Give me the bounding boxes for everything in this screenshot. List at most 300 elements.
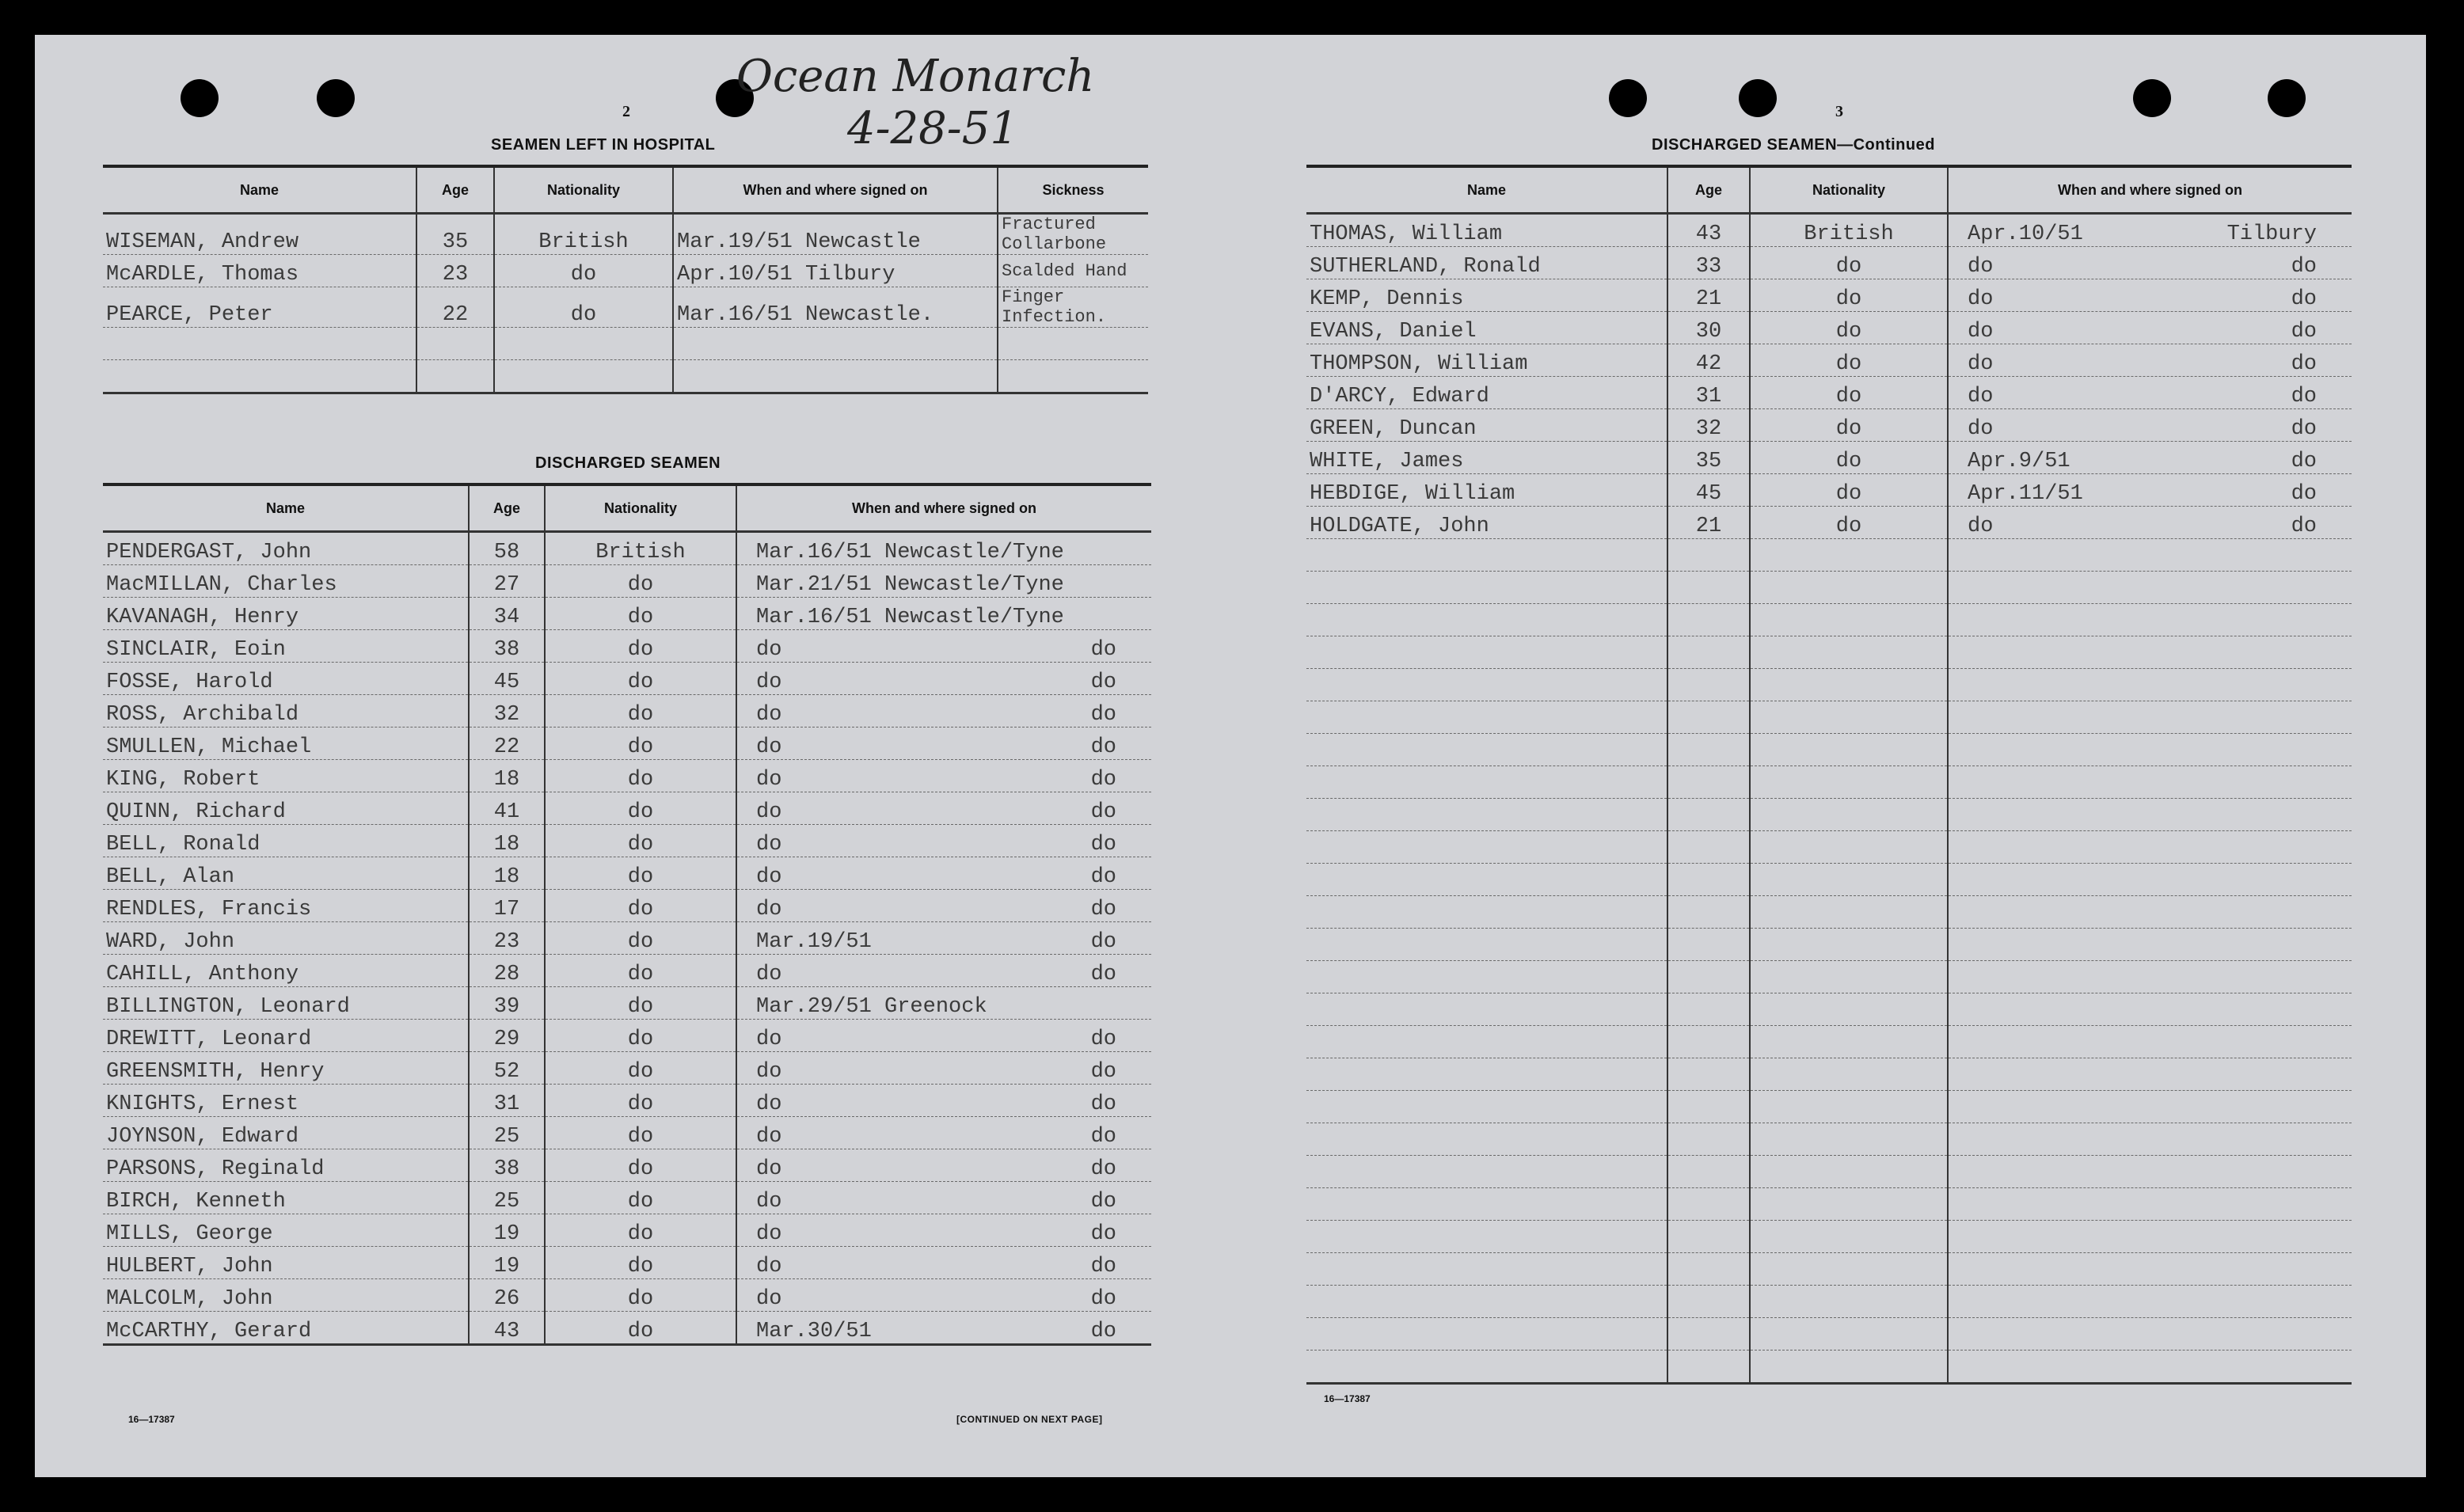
form-number: 16—17387 (128, 1414, 175, 1425)
signed-on-cell (1948, 864, 2352, 896)
name-cell: DREWITT, Leonard (103, 1020, 469, 1052)
signed-on-cell (1948, 1123, 2352, 1156)
nationality-cell (1750, 1123, 1948, 1156)
name-cell: MILLS, George (103, 1214, 469, 1247)
signed-on-place: do (1090, 1125, 1116, 1149)
age-cell: 33 (1667, 247, 1750, 279)
table-row (1306, 1058, 2352, 1091)
table-row (103, 1149, 1151, 1182)
age-cell (1667, 572, 1750, 604)
name-cell (1306, 539, 1667, 572)
nationality-cell: do (545, 630, 736, 663)
signed-on-place: do (2291, 417, 2317, 441)
discharged-continued-table (1306, 165, 2352, 1385)
signed-on-split (740, 930, 1148, 954)
age-cell (1667, 1351, 1750, 1384)
table-row (1306, 636, 2352, 669)
age-cell (1667, 766, 1750, 799)
name-cell: KAVANAGH, Henry (103, 598, 469, 630)
signed-on-cell (736, 1182, 1151, 1214)
signed-on-cell (736, 1247, 1151, 1279)
age-cell: 35 (1667, 442, 1750, 474)
age-cell: 18 (469, 857, 545, 890)
age-cell (1667, 1026, 1750, 1058)
nationality-cell: do (545, 857, 736, 890)
name-cell: THOMAS, William (1306, 214, 1667, 247)
signed-on-date: do (756, 800, 782, 824)
column-header: Name (103, 484, 469, 532)
name-cell (1306, 604, 1667, 636)
signed-on-cell (1948, 669, 2352, 701)
name-cell: MALCOLM, John (103, 1279, 469, 1312)
nationality-cell: do (1750, 474, 1948, 507)
discharged-header-row (103, 484, 1151, 532)
form-number: 16—17387 (1324, 1393, 1371, 1404)
table-row (103, 1214, 1151, 1247)
signed-on-place: do (1090, 1287, 1116, 1311)
nationality-cell: do (545, 1085, 736, 1117)
signed-on-date: Apr.10/51 (1968, 222, 2083, 246)
signed-on-cell (1948, 766, 2352, 799)
continued-note: [CONTINUED ON NEXT PAGE] (956, 1414, 1103, 1425)
table-row (1306, 247, 2352, 279)
signed-on-split (740, 1125, 1148, 1149)
signed-on-cell (1948, 1286, 2352, 1318)
age-cell (1667, 1156, 1750, 1188)
signed-on-cell (736, 630, 1151, 663)
table-row (1306, 572, 2352, 604)
signed-on-place: do (2291, 450, 2317, 473)
signed-on-date: do (756, 865, 782, 889)
signed-on-cell (736, 532, 1151, 565)
signed-on-date: do (1968, 320, 1994, 344)
signed-on-place: do (1090, 800, 1116, 824)
age-cell: 45 (469, 663, 545, 695)
signed-on-split (740, 865, 1148, 889)
table-row (103, 695, 1151, 728)
age-cell (416, 360, 494, 393)
discharged-rows (103, 532, 1151, 1345)
signed-on-place: do (1090, 1092, 1116, 1116)
nationality-cell: do (545, 1247, 736, 1279)
signed-on-place: do (2291, 385, 2317, 408)
signed-on-split (740, 638, 1148, 662)
nationality-cell (1750, 539, 1948, 572)
signed-on-cell (1948, 1156, 2352, 1188)
age-cell (416, 328, 494, 360)
signed-on-cell (1948, 312, 2352, 344)
name-cell (1306, 701, 1667, 734)
signed-on-place: do (1090, 833, 1116, 857)
age-cell: 28 (469, 955, 545, 987)
table-row (1306, 1156, 2352, 1188)
signed-on-cell: Apr.10/51 Tilbury (673, 255, 998, 287)
nationality-cell: do (1750, 279, 1948, 312)
table-row (1306, 442, 2352, 474)
name-cell: HEBDIGE, William (1306, 474, 1667, 507)
title-suffix: —Continued (1837, 136, 1935, 154)
signed-on-date: do (756, 1287, 782, 1311)
hospital-table (103, 165, 1148, 394)
table-row (103, 1085, 1151, 1117)
table-row (1306, 1123, 2352, 1156)
table-row (1306, 864, 2352, 896)
signed-on-date: do (756, 1125, 782, 1149)
name-cell: JOYNSON, Edward (103, 1117, 469, 1149)
age-cell (1667, 929, 1750, 961)
age-cell: 19 (469, 1247, 545, 1279)
signed-on-cell (1948, 701, 2352, 734)
signed-on-cell (1948, 572, 2352, 604)
age-cell (1667, 831, 1750, 864)
signed-on-date: do (756, 768, 782, 792)
nationality-cell (1750, 734, 1948, 766)
table-row (103, 857, 1151, 890)
nationality-cell (1750, 669, 1948, 701)
age-cell (1667, 1188, 1750, 1221)
name-cell (103, 328, 416, 360)
table-row (103, 287, 1148, 328)
signed-on-cell (736, 598, 1151, 630)
nationality-cell (1750, 1058, 1948, 1091)
signed-on-place: do (1090, 1222, 1116, 1246)
age-cell: 25 (469, 1182, 545, 1214)
signed-on-cell: Mar.19/51 Newcastle (673, 214, 998, 255)
signed-on-date: do (756, 1157, 782, 1181)
nationality-cell: do (545, 792, 736, 825)
age-cell: 29 (469, 1020, 545, 1052)
signed-on-cell (736, 565, 1151, 598)
nationality-cell (1750, 1221, 1948, 1253)
table-row (1306, 474, 2352, 507)
name-cell: ROSS, Archibald (103, 695, 469, 728)
table-row (1306, 831, 2352, 864)
table-row (1306, 409, 2352, 442)
age-cell: 58 (469, 532, 545, 565)
table-row (1306, 214, 2352, 247)
nationality-cell: British (494, 214, 673, 255)
age-cell: 38 (469, 1149, 545, 1182)
table-row (1306, 1091, 2352, 1123)
name-cell: McARDLE, Thomas (103, 255, 416, 287)
signed-on-split (740, 1060, 1148, 1084)
age-cell (1667, 1123, 1750, 1156)
name-cell (1306, 572, 1667, 604)
signed-on-date: do (1968, 287, 1994, 311)
nationality-cell (1750, 961, 1948, 993)
name-cell (1306, 1058, 1667, 1091)
age-cell (1667, 539, 1750, 572)
table-row (103, 255, 1148, 287)
age-cell: 31 (469, 1085, 545, 1117)
table-row (103, 630, 1151, 663)
name-cell: PARSONS, Reginald (103, 1149, 469, 1182)
signed-on-cell (1948, 377, 2352, 409)
signed-on-cell (1948, 344, 2352, 377)
age-cell: 23 (469, 922, 545, 955)
name-cell: SMULLEN, Michael (103, 728, 469, 760)
signed-on-split (740, 1190, 1148, 1214)
signed-on-place: do (1090, 1157, 1116, 1181)
nationality-cell: do (545, 1117, 736, 1149)
nationality-cell: do (545, 825, 736, 857)
age-cell (1667, 1318, 1750, 1351)
name-cell (1306, 993, 1667, 1026)
age-cell: 42 (1667, 344, 1750, 377)
table-row (103, 792, 1151, 825)
table-row (1306, 1351, 2352, 1384)
nationality-cell (1750, 831, 1948, 864)
column-header: Age (1667, 166, 1750, 214)
nationality-cell (1750, 864, 1948, 896)
name-cell: PENDERGAST, John (103, 532, 469, 565)
table-row (103, 1247, 1151, 1279)
signed-on-date: Mar.16/51 Newcastle/Tyne (756, 541, 1064, 564)
age-cell: 21 (1667, 507, 1750, 539)
nationality-cell (1750, 604, 1948, 636)
table-row (103, 1117, 1151, 1149)
name-cell: SINCLAIR, Eoin (103, 630, 469, 663)
age-cell (1667, 1286, 1750, 1318)
column-header: When and where signed on (1948, 166, 2352, 214)
table-row (1306, 1318, 2352, 1351)
table-row (103, 663, 1151, 695)
signed-on-cell (1948, 1253, 2352, 1286)
nationality-cell (1750, 572, 1948, 604)
nationality-cell (1750, 1026, 1948, 1058)
sickness-cell (998, 328, 1148, 360)
table-row (1306, 1188, 2352, 1221)
age-cell: 38 (469, 630, 545, 663)
signed-on-split (740, 1028, 1148, 1051)
name-cell: MacMILLAN, Charles (103, 565, 469, 598)
nationality-cell (1750, 701, 1948, 734)
age-cell: 17 (469, 890, 545, 922)
signed-on-cell (1948, 831, 2352, 864)
column-header: Sickness (998, 166, 1148, 214)
signed-on-split (740, 671, 1148, 694)
name-cell: KEMP, Dennis (1306, 279, 1667, 312)
table-row (103, 728, 1151, 760)
signed-on-place: do (2291, 482, 2317, 506)
document-sheet (35, 35, 2426, 1477)
signed-on-cell (1948, 1091, 2352, 1123)
signed-on-cell (673, 360, 998, 393)
signed-on-split (1952, 287, 2348, 311)
signed-on-date: do (756, 1092, 782, 1116)
nationality-cell: do (1750, 247, 1948, 279)
signed-on-place: do (1090, 1028, 1116, 1051)
signed-on-split (740, 1320, 1148, 1343)
name-cell: BIRCH, Kenneth (103, 1182, 469, 1214)
signed-on-cell (1948, 409, 2352, 442)
signed-on-cell (736, 1085, 1151, 1117)
table-row (103, 214, 1148, 255)
nationality-cell: do (1750, 344, 1948, 377)
name-cell: QUINN, Richard (103, 792, 469, 825)
signed-on-place: do (1090, 671, 1116, 694)
signed-on-cell (1948, 896, 2352, 929)
table-row (1306, 507, 2352, 539)
name-cell (1306, 1188, 1667, 1221)
table-row (103, 922, 1151, 955)
age-cell: 23 (416, 255, 494, 287)
signed-on-date: Mar.21/51 Newcastle/Tyne (756, 573, 1064, 597)
signed-on-place: do (1090, 865, 1116, 889)
signed-on-date: do (756, 1060, 782, 1084)
nationality-cell: do (1750, 442, 1948, 474)
signed-on-cell (1948, 734, 2352, 766)
age-cell (1667, 669, 1750, 701)
age-cell: 43 (1667, 214, 1750, 247)
nationality-cell (1750, 1188, 1948, 1221)
nationality-cell: do (545, 695, 736, 728)
nationality-cell: do (545, 922, 736, 955)
age-cell: 18 (469, 825, 545, 857)
signed-on-date: do (1968, 417, 1994, 441)
signed-on-cell (736, 760, 1151, 792)
signed-on-date: Mar.29/51 Greenock (756, 995, 987, 1019)
signed-on-date: Apr.9/51 (1968, 450, 2070, 473)
name-cell (1306, 734, 1667, 766)
discharged-table (103, 483, 1151, 1346)
sickness-cell: Finger Infection. (998, 287, 1148, 328)
age-cell (1667, 734, 1750, 766)
signed-on-date: do (1968, 385, 1994, 408)
nationality-cell (1750, 766, 1948, 799)
signed-on-date: do (756, 1255, 782, 1278)
signed-on-cell (1948, 539, 2352, 572)
signed-on-split (1952, 515, 2348, 538)
nationality-cell (1750, 1156, 1948, 1188)
nationality-cell: do (545, 663, 736, 695)
signed-on-place: do (2291, 515, 2317, 538)
signed-on-split (740, 573, 1148, 597)
table-row (1306, 377, 2352, 409)
age-cell: 25 (469, 1117, 545, 1149)
age-cell: 26 (469, 1279, 545, 1312)
signed-on-place: do (1090, 963, 1116, 986)
signed-on-split (740, 703, 1148, 727)
page-number: 3 (1835, 103, 1843, 120)
nationality-cell: do (545, 890, 736, 922)
signed-on-split (1952, 352, 2348, 376)
age-cell: 43 (469, 1312, 545, 1345)
signed-on-date: Apr.11/51 (1968, 482, 2083, 506)
age-cell: 31 (1667, 377, 1750, 409)
table-row (1306, 766, 2352, 799)
table-row (1306, 312, 2352, 344)
signed-on-place: do (2291, 320, 2317, 344)
signed-on-date: do (756, 833, 782, 857)
handwritten-date: 4-28-51 (847, 103, 1018, 154)
name-cell (1306, 1123, 1667, 1156)
nationality-cell: do (545, 1214, 736, 1247)
signed-on-date: do (756, 703, 782, 727)
table-row (103, 760, 1151, 792)
signed-on-cell (736, 1312, 1151, 1345)
signed-on-cell (1948, 929, 2352, 961)
name-cell (1306, 1221, 1667, 1253)
signed-on-split (740, 1092, 1148, 1116)
table-row (1306, 734, 2352, 766)
nationality-cell (1750, 636, 1948, 669)
handwritten-ship-name: Ocean Monarch (736, 51, 1095, 102)
age-cell (1667, 993, 1750, 1026)
signed-on-cell (673, 328, 998, 360)
sickness-cell (998, 360, 1148, 393)
name-cell (1306, 864, 1667, 896)
nationality-cell (1750, 993, 1948, 1026)
signed-on-split (1952, 385, 2348, 408)
name-cell: D'ARCY, Edward (1306, 377, 1667, 409)
name-cell: WARD, John (103, 922, 469, 955)
signed-on-place: do (1090, 638, 1116, 662)
column-header: Nationality (1750, 166, 1948, 214)
signed-on-split (740, 606, 1148, 629)
nationality-cell (1750, 1286, 1948, 1318)
name-cell: WISEMAN, Andrew (103, 214, 416, 255)
signed-on-cell (736, 1279, 1151, 1312)
signed-on-cell (1948, 442, 2352, 474)
age-cell (1667, 864, 1750, 896)
age-cell: 22 (416, 287, 494, 328)
age-cell (1667, 961, 1750, 993)
table-row (1306, 1221, 2352, 1253)
table-row (103, 565, 1151, 598)
signed-on-date: Mar.30/51 (756, 1320, 872, 1343)
age-cell: 30 (1667, 312, 1750, 344)
signed-on-split (740, 995, 1148, 1019)
age-cell: 45 (1667, 474, 1750, 507)
nationality-cell: do (545, 598, 736, 630)
age-cell (1667, 636, 1750, 669)
nationality-cell (1750, 896, 1948, 929)
name-cell (1306, 896, 1667, 929)
table-row (1306, 1286, 2352, 1318)
nationality-cell: do (545, 565, 736, 598)
nationality-cell (1750, 1318, 1948, 1351)
signed-on-cell (736, 663, 1151, 695)
right-rows (1306, 214, 2352, 1384)
name-cell (1306, 766, 1667, 799)
signed-on-split (740, 1287, 1148, 1311)
signed-on-cell (736, 792, 1151, 825)
signed-on-date: do (756, 898, 782, 921)
table-row (103, 598, 1151, 630)
signed-on-date: do (756, 1190, 782, 1214)
signed-on-place: do (2291, 287, 2317, 311)
table-row (1306, 896, 2352, 929)
nationality-cell (1750, 1253, 1948, 1286)
nationality-cell (1750, 929, 1948, 961)
signed-on-place: do (1090, 898, 1116, 921)
table-row (1306, 929, 2352, 961)
signed-on-split (1952, 255, 2348, 279)
signed-on-cell (1948, 1351, 2352, 1384)
table-row (1306, 1026, 2352, 1058)
name-cell (1306, 799, 1667, 831)
signed-on-cell (736, 1117, 1151, 1149)
table-row (1306, 669, 2352, 701)
name-cell: HOLDGATE, John (1306, 507, 1667, 539)
nationality-cell: do (1750, 507, 1948, 539)
signed-on-cell (1948, 636, 2352, 669)
signed-on-date: do (756, 671, 782, 694)
age-cell: 32 (1667, 409, 1750, 442)
name-cell (1306, 1253, 1667, 1286)
nationality-cell (1750, 799, 1948, 831)
